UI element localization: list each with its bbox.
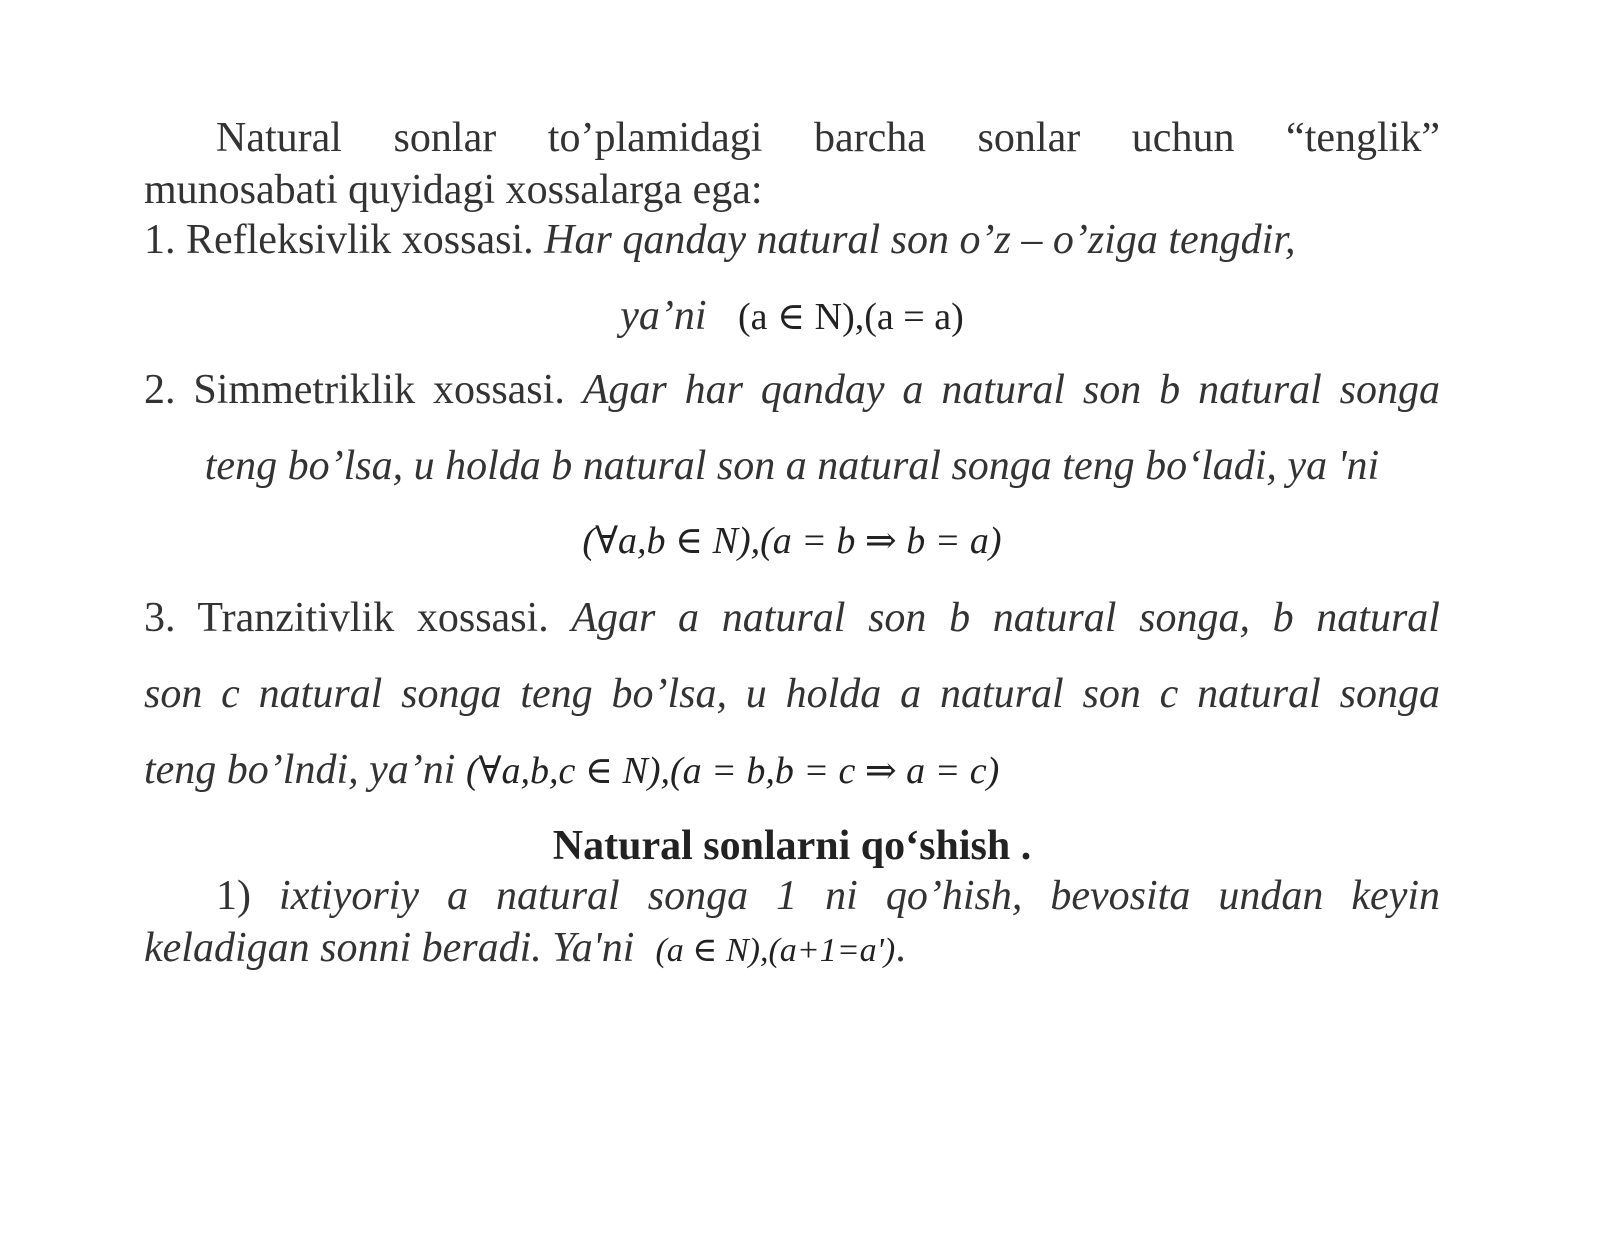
property-3-text-1: Agar a natural son b natural songa, b natural (571, 595, 1440, 641)
addition-item-number: 1) (216, 873, 280, 919)
addition-item-text-2: keladigan sonni beradi. Ya'ni (144, 925, 635, 971)
property-2-line-1 (144, 364, 1440, 416)
addition-end-period: . (895, 925, 906, 971)
property-1-line (144, 214, 1440, 266)
property-1-text: Har qanday natural son o’z – o’ziga tengdir, (544, 217, 1296, 263)
property-3-formula: (∀a,b,c ∈ N),(a = b,b = c ⇒ a = c) (465, 750, 1000, 792)
property-1-formula-line (144, 290, 1440, 343)
property-3-line-3 (144, 744, 1440, 797)
addition-heading: Natural sonlarni qo‘shish . (552, 823, 1032, 869)
property-2-formula-line (144, 514, 1440, 567)
property-3-line-2: son c natural songa teng bo’lsa, u holda a natural son c natural songa (144, 671, 1440, 717)
addition-item-1-line-2 (144, 922, 1440, 977)
property-2-label: 2. Simmetriklik xossasi. (144, 367, 583, 413)
property-2-text-1: Agar har qanday a natural son b natural songa (582, 367, 1441, 413)
property-2-line-2: teng bo’lsa, u holda b natural son a natural songa teng bo‘ladi, ya 'ni (204, 443, 1380, 489)
property-3-line-1 (144, 592, 1440, 644)
intro-line-1: Natural sonlar to’plamidagi barcha sonlar uchun “tenglik” (216, 115, 1440, 161)
addition-item-1-line-1 (144, 870, 1440, 922)
property-1-label: 1. Refleksivlik xossasi. (144, 217, 545, 263)
addition-item-text-1: ixtiyoriy a natural songa 1 ni qo’hish, bevosita undan keyin (279, 873, 1440, 919)
property-3-text-3: teng bo’lndi, ya’ni (144, 747, 456, 793)
property-1-yani: ya’ni (620, 293, 707, 339)
intro-line-2: munosabati quyidagi xossalarga ega: (144, 167, 763, 213)
property-1-formula: (a ∈ N),(a = a) (738, 296, 964, 338)
property-2-formula: (∀a,b ∈ N),(a = b ⇒ b = a) (582, 520, 1002, 562)
property-3-label: 3. Tranzitivlik xossasi. (144, 595, 572, 641)
addition-formula: (a ∈ N),(a+1=a') (655, 932, 896, 969)
